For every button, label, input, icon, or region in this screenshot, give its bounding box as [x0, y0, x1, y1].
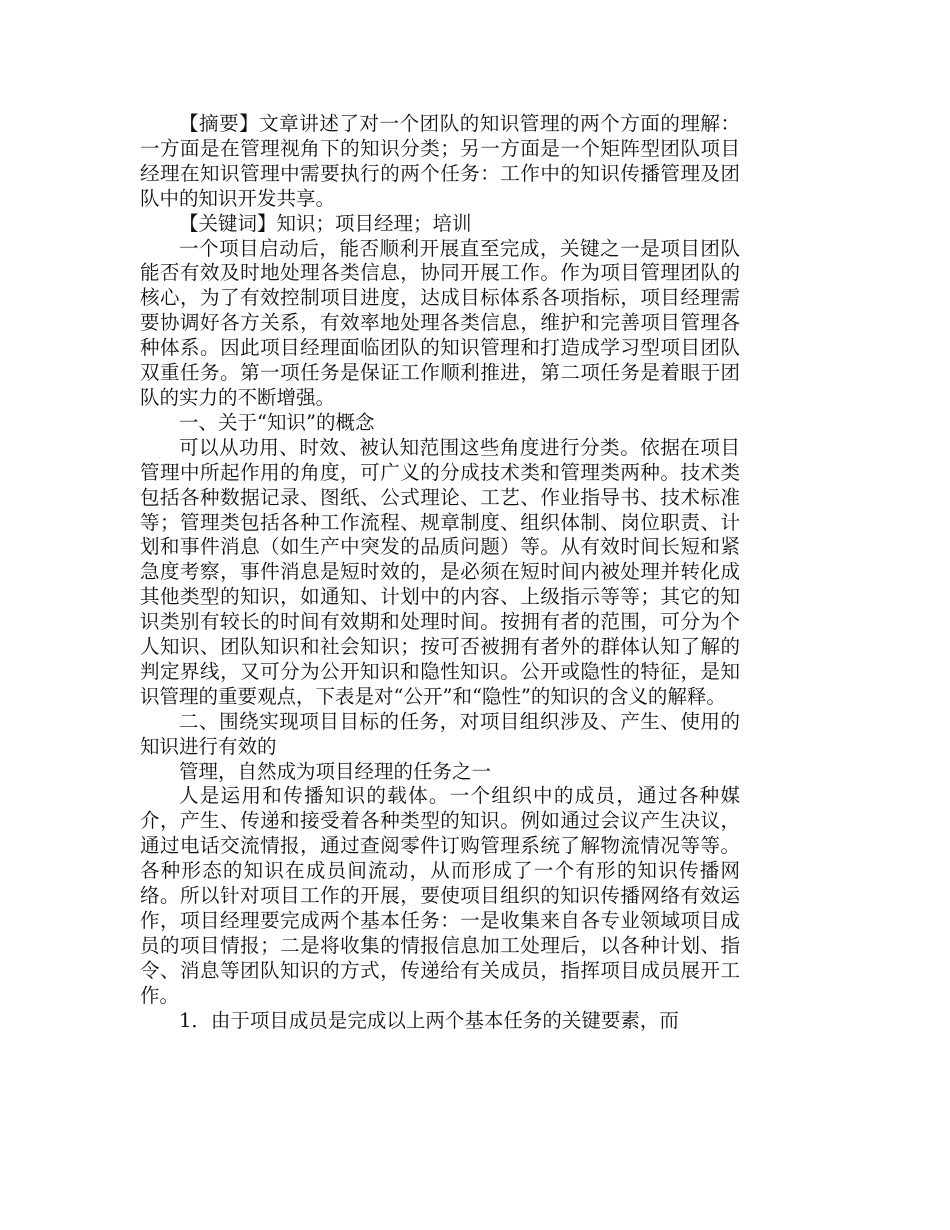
list-item-1: 1．由于项目成员是完成以上两个基本任务的关键要素，而	[179, 1008, 679, 1032]
section1-paragraph: 可以从功用、时效、被认知范围这些角度进行分类。依据在项目管理中所起作用的角度，可广义的分成技术类和管理类两种。技术类包括各种数据记录、图纸、公式理论、工艺、作业指导书、技术标准等；管理类包括各种工作流程、规章制度、组织体制、岗位职责、计划和事件消息（如生产中突发的品质问题）等。从有效时间长短和紧急度考察，事件消息是短时效的，是必须在短时间内被处理并转化成其他类型的知识，如通知、计划中的内容、上级指示等等；其它的知识类别有较长的时间有效期和处理时间。按拥有者的范围，可分为个人知识、团队知识和社会知识；按可否被拥有者外的群体认知了解的判定界线，又可分为公开知识和隐性知识。公开或隐性的特征，是知识管理的重要观点，下表是对“公开”和“隐性”的知识的含义的解释。	[140, 435, 740, 708]
intro-paragraph: 一个项目启动后，能否顺利开展直至完成，关键之一是项目团队能否有效及时地处理各类信息，协同开展工作。作为项目管理团队的核心，为了有效控制项目进度，达成目标体系各项指标，项目经理需要协调好各方关系，有效率地处理各类信息，维护和完善项目管理各种体系。因此项目经理面临团队的知识管理和打造成学习型项目团队双重任务。第一项任务是保证工作顺利推进，第二项任务是着眼于团队的实力的不断增强。	[140, 236, 740, 409]
section1-heading: 一、关于“知识”的概念	[179, 410, 375, 434]
section2-paragraph: 人是运用和传播知识的载体。一个组织中的成员，通过各种媒介，产生、传递和接受着各种类型的知识。例如通过会议产生决议，通过电话交流情报，通过查阅零件订购管理系统了解物流情况等等。各种形态的知识在成员间流动，从而形成了一个有形的知识传播网络。所以针对项目工作的开展，要使项目组织的知识传播网络有效运作，项目经理要完成两个基本任务：一是收集来自各专业领域项目成员的项目情报；二是将收集的情报信息加工处理后，以各种计划、指令、消息等团队知识的方式，传递给有关成员，指挥项目成员展开工作。	[140, 784, 740, 1007]
section2-heading-line2: 管理，自然成为项目经理的任务之一	[179, 759, 492, 783]
document-page	[140, 112, 740, 1034]
abstract-paragraph: 【摘要】文章讲述了对一个团队的知识管理的两个方面的理解：一方面是在管理视角下的知识分类；另一方面是一个矩阵型团队项目经理在知识管理中需要执行的两个任务：工作中的知识传播管理及团队中的知识开发共享。	[140, 112, 740, 210]
keywords-paragraph: 【关键词】知识；项目经理；培训	[179, 211, 472, 235]
section2-heading-line1: 二、围绕实现项目目标的任务，对项目组织涉及、产生、使用的知识进行有效的	[140, 709, 740, 758]
